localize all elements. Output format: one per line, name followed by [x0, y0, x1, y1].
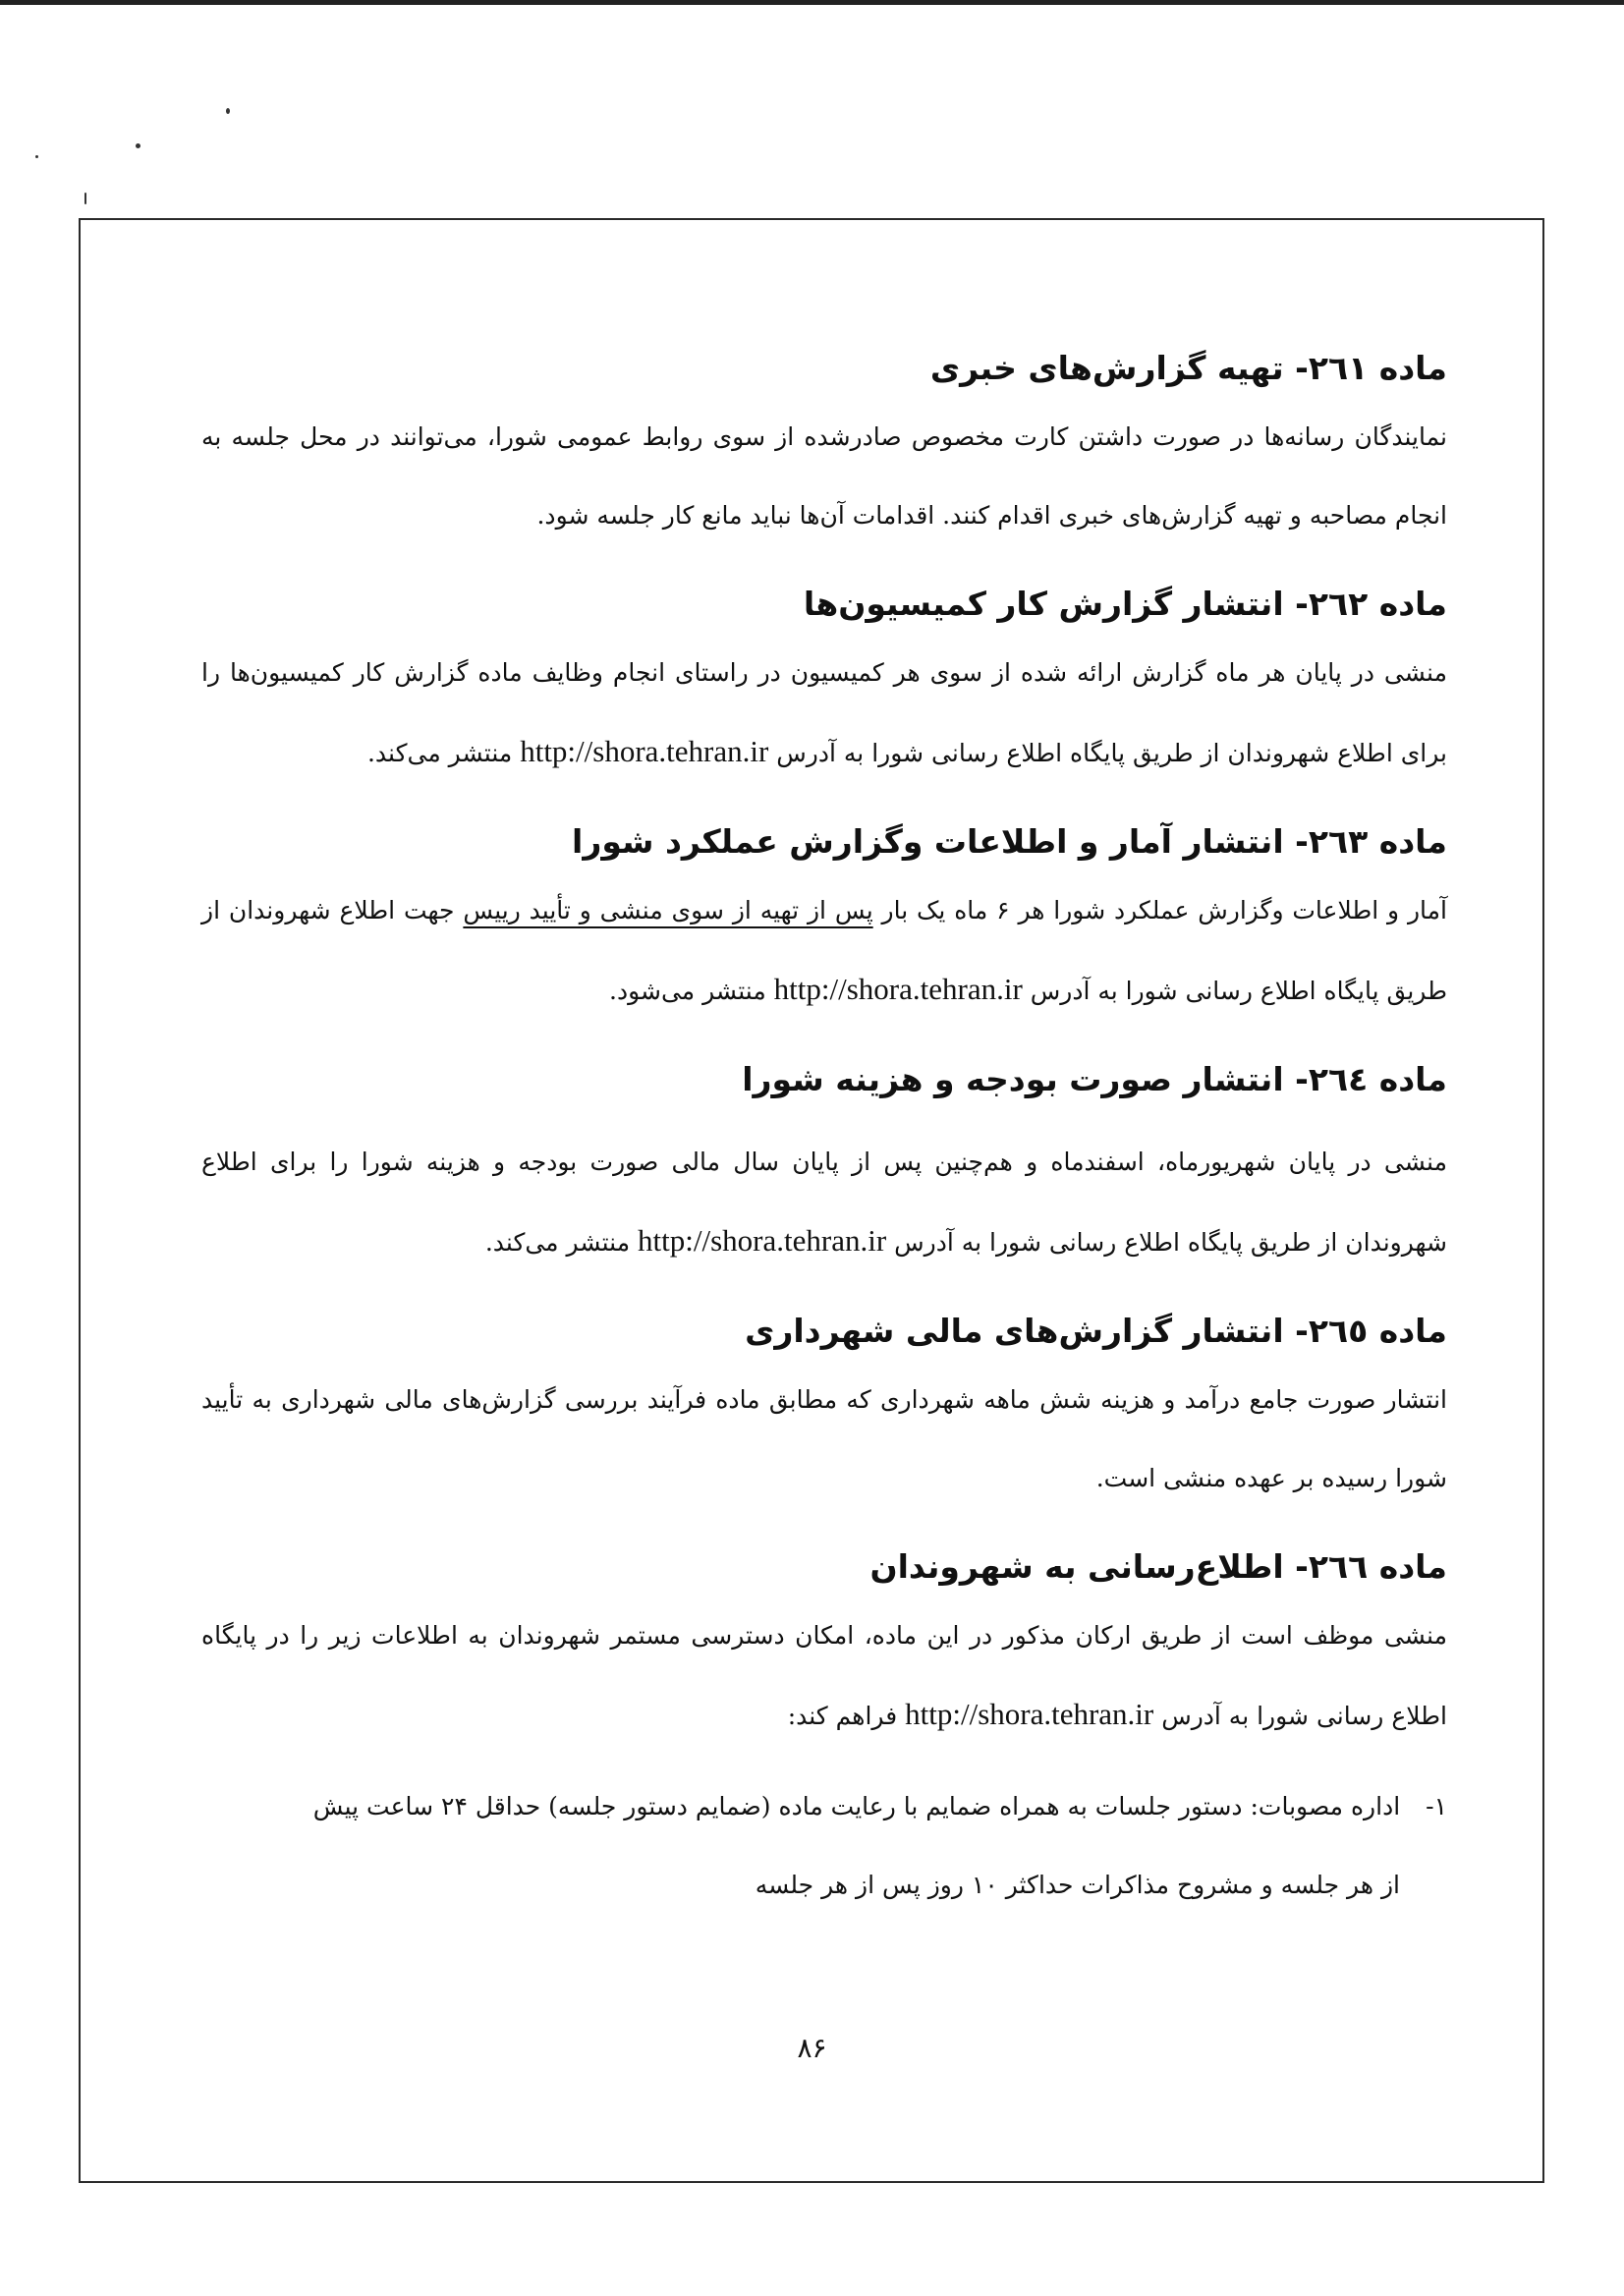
article-text — [201, 1361, 1447, 1518]
article-heading: ماده ۲٦۳- انتشار آمار و اطلاعات وگزارش عملکرد شورا — [572, 822, 1447, 861]
text-line: منشی در پایان شهریورماه، اسفندماه و هم‌چنین پس از پایان سال مالی صورت بودجه و هزینه شورا را برای اطلاع — [201, 1148, 1447, 1176]
list-item — [201, 1767, 1447, 1925]
scan-speck — [226, 108, 230, 114]
article-text — [201, 398, 1447, 555]
text-segment: منتشر می‌کند. — [366, 739, 513, 767]
website-url: http://shora.tehran.ir — [773, 972, 1023, 1006]
scan-speck — [136, 143, 140, 148]
article-262 — [201, 575, 1447, 793]
page-number: ۸۶ — [797, 2032, 827, 2064]
text-line: انتشار صورت جامع درآمد و هزینه شش ماهه شهرداری که مطابق ماده فرآیند بررسی گزارش‌های مالی شهرداری به — [252, 1385, 1447, 1414]
text-segment: منتشر می‌کند. — [484, 1228, 631, 1257]
text-segment: آمار و اطلاعات وگزارش عملکرد شورا هر ۶ ماه یک بار — [881, 896, 1448, 924]
text-line: منشی در پایان هر ماه گزارش ارائه شده از سوی هر کمیسیون در راستای انجام وظایف ماده گزارش کار کمیسیون‌ها — [229, 658, 1447, 687]
website-url: http://shora.tehran.ir — [905, 1697, 1154, 1731]
article-heading: ماده ۲٦۲- انتشار گزارش کار کمیسیون‌ها — [803, 585, 1447, 623]
article-text — [201, 634, 1447, 793]
list-item-number: ۱- — [1426, 1792, 1447, 1820]
text-segment: را برای اطلاع شهروندان از طریق پایگاه اطلاع رسانی شورا به آدرس — [201, 658, 1447, 767]
page-content — [201, 339, 1447, 1944]
text-line: نمایندگان رسانه‌ها در صورت داشتن کارت مخصوص صادرشده از سوی روابط عمومی شورا، می‌توانند در محل — [300, 422, 1447, 451]
article-264 — [201, 1050, 1447, 1282]
text-segment: منتشر می‌شود. — [609, 977, 766, 1005]
article-text — [201, 871, 1447, 1031]
scan-top-edge — [0, 0, 1624, 5]
website-url: http://shora.tehran.ir — [638, 1223, 887, 1258]
text-segment: شهروندان از طریق پایگاه اطلاع رسانی شورا به آدرس — [201, 896, 1447, 1005]
text-segment: جهت اطلاع — [339, 896, 455, 924]
text-segment: اطلاع رسانی شورا به آدرس — [1161, 1702, 1447, 1730]
list-item-text: اداره مصوبات: دستور جلسات به همراه ضمایم با رعایت ماده (ضمایم دستور جلسه) حداقل ۲۴ ساعت پیش — [312, 1792, 1401, 1820]
article-text — [201, 1123, 1447, 1282]
article-text — [201, 1596, 1447, 1756]
scan-speck — [35, 155, 38, 158]
article-heading: ماده ۲٦٥- انتشار گزارش‌های مالی شهرداری — [745, 1312, 1447, 1350]
text-segment: فراهم کند: — [787, 1702, 898, 1730]
article-heading: ماده ۲٦۱- تهیه گزارش‌های خبری — [929, 349, 1447, 387]
article-heading: ماده ۲٦٤- انتشار صورت بودجه و هزینه شورا — [742, 1060, 1447, 1098]
text-line: جلسه به انجام مصاحبه و تهیه گزارش‌های خبری اقدام کنند. اقدامات آن‌ها نباید مانع کار جلسه شود. — [201, 422, 1447, 530]
article-263 — [201, 812, 1447, 1031]
website-url: http://shora.tehran.ir — [520, 734, 769, 768]
text-line: منشی موظف است از طریق ارکان مذکور در این ماده، امکان دسترسی مستمر شهروندان به اطلاعات زیر را در پایگاه — [201, 1621, 1447, 1650]
article-266 — [201, 1538, 1447, 1925]
text-segment: شهروندان از طریق پایگاه اطلاع رسانی شورا به آدرس — [894, 1228, 1447, 1257]
list-item-continuation: از هر جلسه و مشروح مذاکرات حداکثر ۱۰ روز پس از هر جلسه — [755, 1871, 1400, 1899]
article-heading: ماده ۲٦٦- اطلاع‌رسانی به شهروندان — [869, 1547, 1447, 1586]
text-line: تأیید شورا رسیده بر عهده منشی است. — [201, 1385, 1447, 1492]
article-261 — [201, 339, 1447, 555]
scan-speck — [84, 193, 86, 204]
article-265 — [201, 1302, 1447, 1518]
underlined-text: پس از تهیه از سوی منشی و تأیید رییس — [463, 896, 873, 924]
